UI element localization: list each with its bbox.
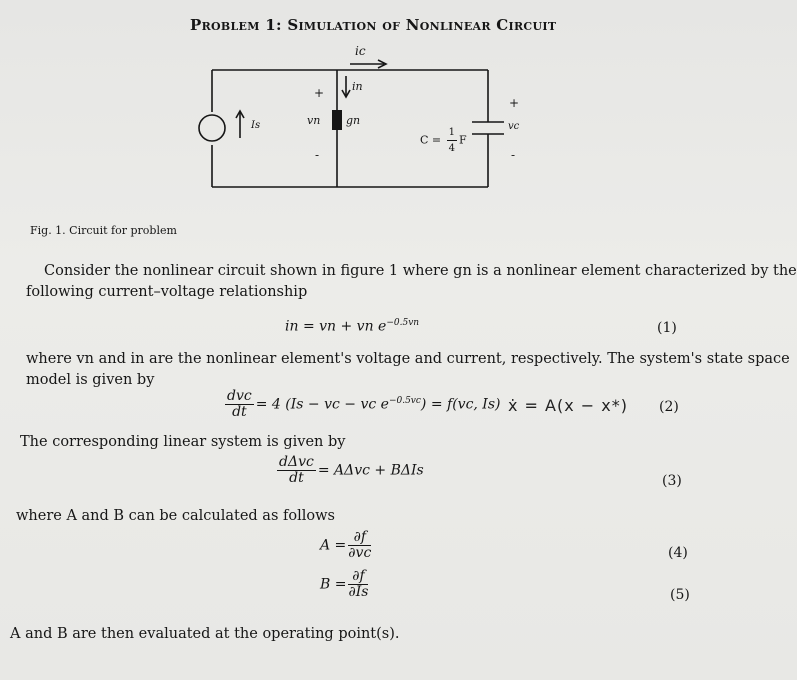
equation-5-number: (5) xyxy=(670,587,690,603)
paragraph-1-line-2: following current–voltage relationship xyxy=(26,284,308,300)
label-is: Is xyxy=(251,120,261,131)
paragraph-2-line-1: where vn and in are the nonlinear element's voltage and current, respectively. The system's state space xyxy=(26,351,790,367)
equation-2-number: (2) xyxy=(659,399,679,415)
label-plus-vc: + xyxy=(509,96,520,110)
label-vn: vn xyxy=(307,114,321,127)
equation-1-number: (1) xyxy=(657,320,677,336)
label-ic: ic xyxy=(355,44,366,58)
label-capacitor: C = $\frac{1}{4}$ F xyxy=(420,127,467,154)
equation-3-number: (3) xyxy=(662,473,682,489)
nonlinear-element-gn xyxy=(332,110,342,130)
handwritten-note: ẋ = A(x − x*) xyxy=(508,396,628,415)
current-source-icon xyxy=(199,115,225,141)
label-minus-vn: - xyxy=(315,148,320,162)
label-plus-vn: + xyxy=(314,86,325,100)
paragraph-4: where A and B can be calculated as follows xyxy=(16,508,335,524)
equation-1: in = vn + vn $e^{-0.5vn}$ xyxy=(285,318,420,335)
figure-caption: Fig. 1. Circuit for problem xyxy=(30,224,177,237)
equation-4-number: (4) xyxy=(668,545,688,561)
equation-4: A = $\frac{\partial f}{\partial vc}$ xyxy=(320,529,372,561)
paragraph-5: A and B are then evaluated at the operating point(s). xyxy=(10,626,400,642)
paragraph-3: The corresponding linear system is given by xyxy=(20,434,346,450)
label-minus-vc: - xyxy=(511,148,516,162)
label-in: in xyxy=(352,80,363,93)
paragraph-1-line-1: Consider the nonlinear circuit shown in figure 1 where gn is a nonlinear element characterized by the xyxy=(44,263,797,279)
label-vc: vc xyxy=(508,121,520,132)
page-title: Problem 1: Simulation of Nonlinear Circuit xyxy=(190,16,557,34)
equation-5: B = $\frac{\partial f}{\partial Is}$ xyxy=(320,568,369,600)
equation-3: $\frac{\text{dΔvc}}{dt}$ = AΔvc + BΔIs xyxy=(279,454,424,486)
equation-2: $\frac{\text{dvc}}{dt}$ = 4 (Is − vc − vc $e^{-0.5vc}) = f(vc$, Is) xyxy=(227,388,501,420)
label-gn: gn xyxy=(346,114,361,127)
paragraph-2-line-2: model is given by xyxy=(26,372,155,388)
